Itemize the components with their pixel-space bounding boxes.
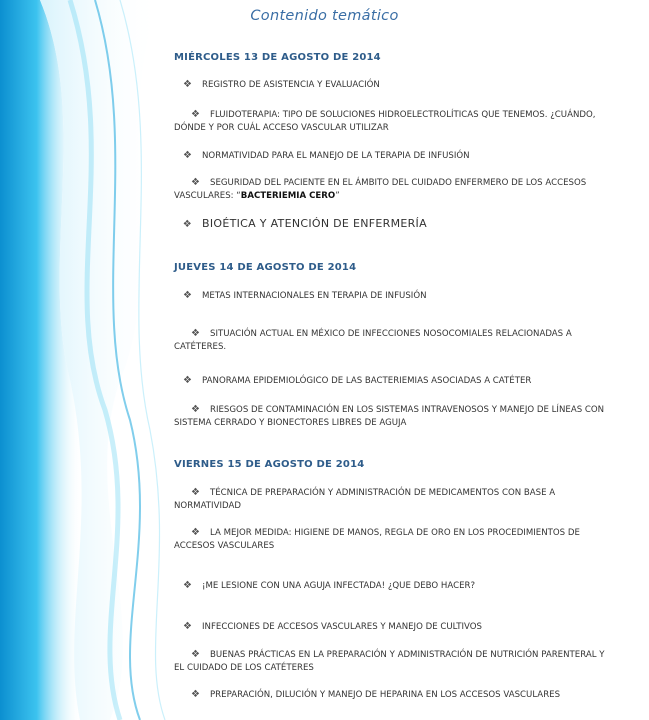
diamond-bullet-icon: ❖	[191, 527, 200, 538]
day-heading-wednesday: MIÉRCOLES 13 DE AGOSTO DE 2014	[174, 52, 381, 63]
diamond-bullet-icon: ❖	[191, 487, 200, 498]
diamond-bullet-icon: ❖	[183, 290, 192, 301]
day-heading-friday: VIERNES 15 DE AGOSTO DE 2014	[174, 459, 365, 470]
diamond-bullet-icon: ❖	[191, 109, 200, 120]
diamond-bullet-icon: ❖	[183, 621, 192, 632]
page-title: Contenido temático	[250, 8, 399, 24]
list-item: ❖ INFECCIONES DE ACCESOS VASCULARES Y MANEJO DE CULTIVOS	[174, 620, 614, 634]
list-item: ❖ PREPARACIÓN, DILUCIÓN Y MANEJO DE HEPARINA EN LOS ACCESOS VASCULARES	[174, 688, 614, 702]
diamond-bullet-icon: ❖	[183, 79, 192, 90]
list-item: ❖ BUENAS PRÁCTICAS EN LA PREPARACIÓN Y ADMINISTRACIÓN DE NUTRICIÓN PARENTERAL Y EL CUIDADO DE LOS CATÉTERES	[174, 649, 605, 673]
diamond-bullet-icon: ❖	[183, 375, 192, 386]
list-item: ❖ BIOÉTICA Y ATENCIÓN DE ENFERMERÍA	[174, 217, 614, 231]
diamond-bullet-icon: ❖	[191, 689, 200, 700]
day-heading-thursday: JUEVES 14 DE AGOSTO DE 2014	[174, 262, 357, 273]
diamond-bullet-icon: ❖	[191, 328, 200, 339]
diamond-bullet-icon: ❖	[183, 580, 192, 591]
list-item: ❖ PANORAMA EPIDEMIOLÓGICO DE LAS BACTERIEMIAS ASOCIADAS A CATÉTER	[174, 374, 614, 388]
list-item: ❖ NORMATIVIDAD PARA EL MANEJO DE LA TERAPIA DE INFUSIÓN	[174, 149, 614, 163]
list-item: ❖ SEGURIDAD DEL PACIENTE EN EL ÁMBITO DEL CUIDADO ENFERMERO DE LOS ACCESOS VASCULARES: “BACTERIEMIA CERO”	[174, 177, 587, 201]
diamond-bullet-icon: ❖	[182, 219, 192, 230]
list-item: ❖ METAS INTERNACIONALES EN TERAPIA DE INFUSIÓN	[174, 289, 614, 303]
diamond-bullet-icon: ❖	[191, 404, 200, 415]
list-item: ❖ RIESGOS DE CONTAMINACIÓN EN LOS SISTEMAS INTRAVENOSOS Y MANEJO DE LÍNEAS CON SISTEMA CERRADO Y BIONECTORES LIBRES DE AGUJA	[174, 404, 605, 428]
list-item: ❖ ¡ME LESIONE CON UNA AGUJA INFECTADA! ¿QUE DEBO HACER?	[174, 579, 614, 593]
diamond-bullet-icon: ❖	[191, 177, 200, 188]
list-item: ❖ TÉCNICA DE PREPARACIÓN Y ADMINISTRACIÓN DE MEDICAMENTOS CON BASE A NORMATIVIDAD	[174, 487, 556, 511]
list-item: ❖ LA MEJOR MEDIDA: HIGIENE DE MANOS, REGLA DE ORO EN LOS PROCEDIMIENTOS DE ACCESOS VASCULARES	[174, 527, 580, 551]
diamond-bullet-icon: ❖	[191, 649, 200, 660]
list-item: ❖ FLUIDOTERAPIA: TIPO DE SOLUCIONES HIDROELECTROLÍTICAS QUE TENEMOS. ¿CUÁNDO, DÓNDE Y POR CUÁL ACCESO VASCULAR UTILIZAR	[174, 109, 596, 133]
list-item: ❖ SITUACIÓN ACTUAL EN MÉXICO DE INFECCIONES NOSOCOMIALES RELACIONADAS A CATÉTERES.	[174, 328, 572, 352]
list-item: ❖ REGISTRO DE ASISTENCIA Y EVALUACIÓN	[174, 78, 614, 92]
diamond-bullet-icon: ❖	[183, 150, 192, 161]
highlight-text: BACTERIEMIA CERO	[240, 191, 336, 201]
